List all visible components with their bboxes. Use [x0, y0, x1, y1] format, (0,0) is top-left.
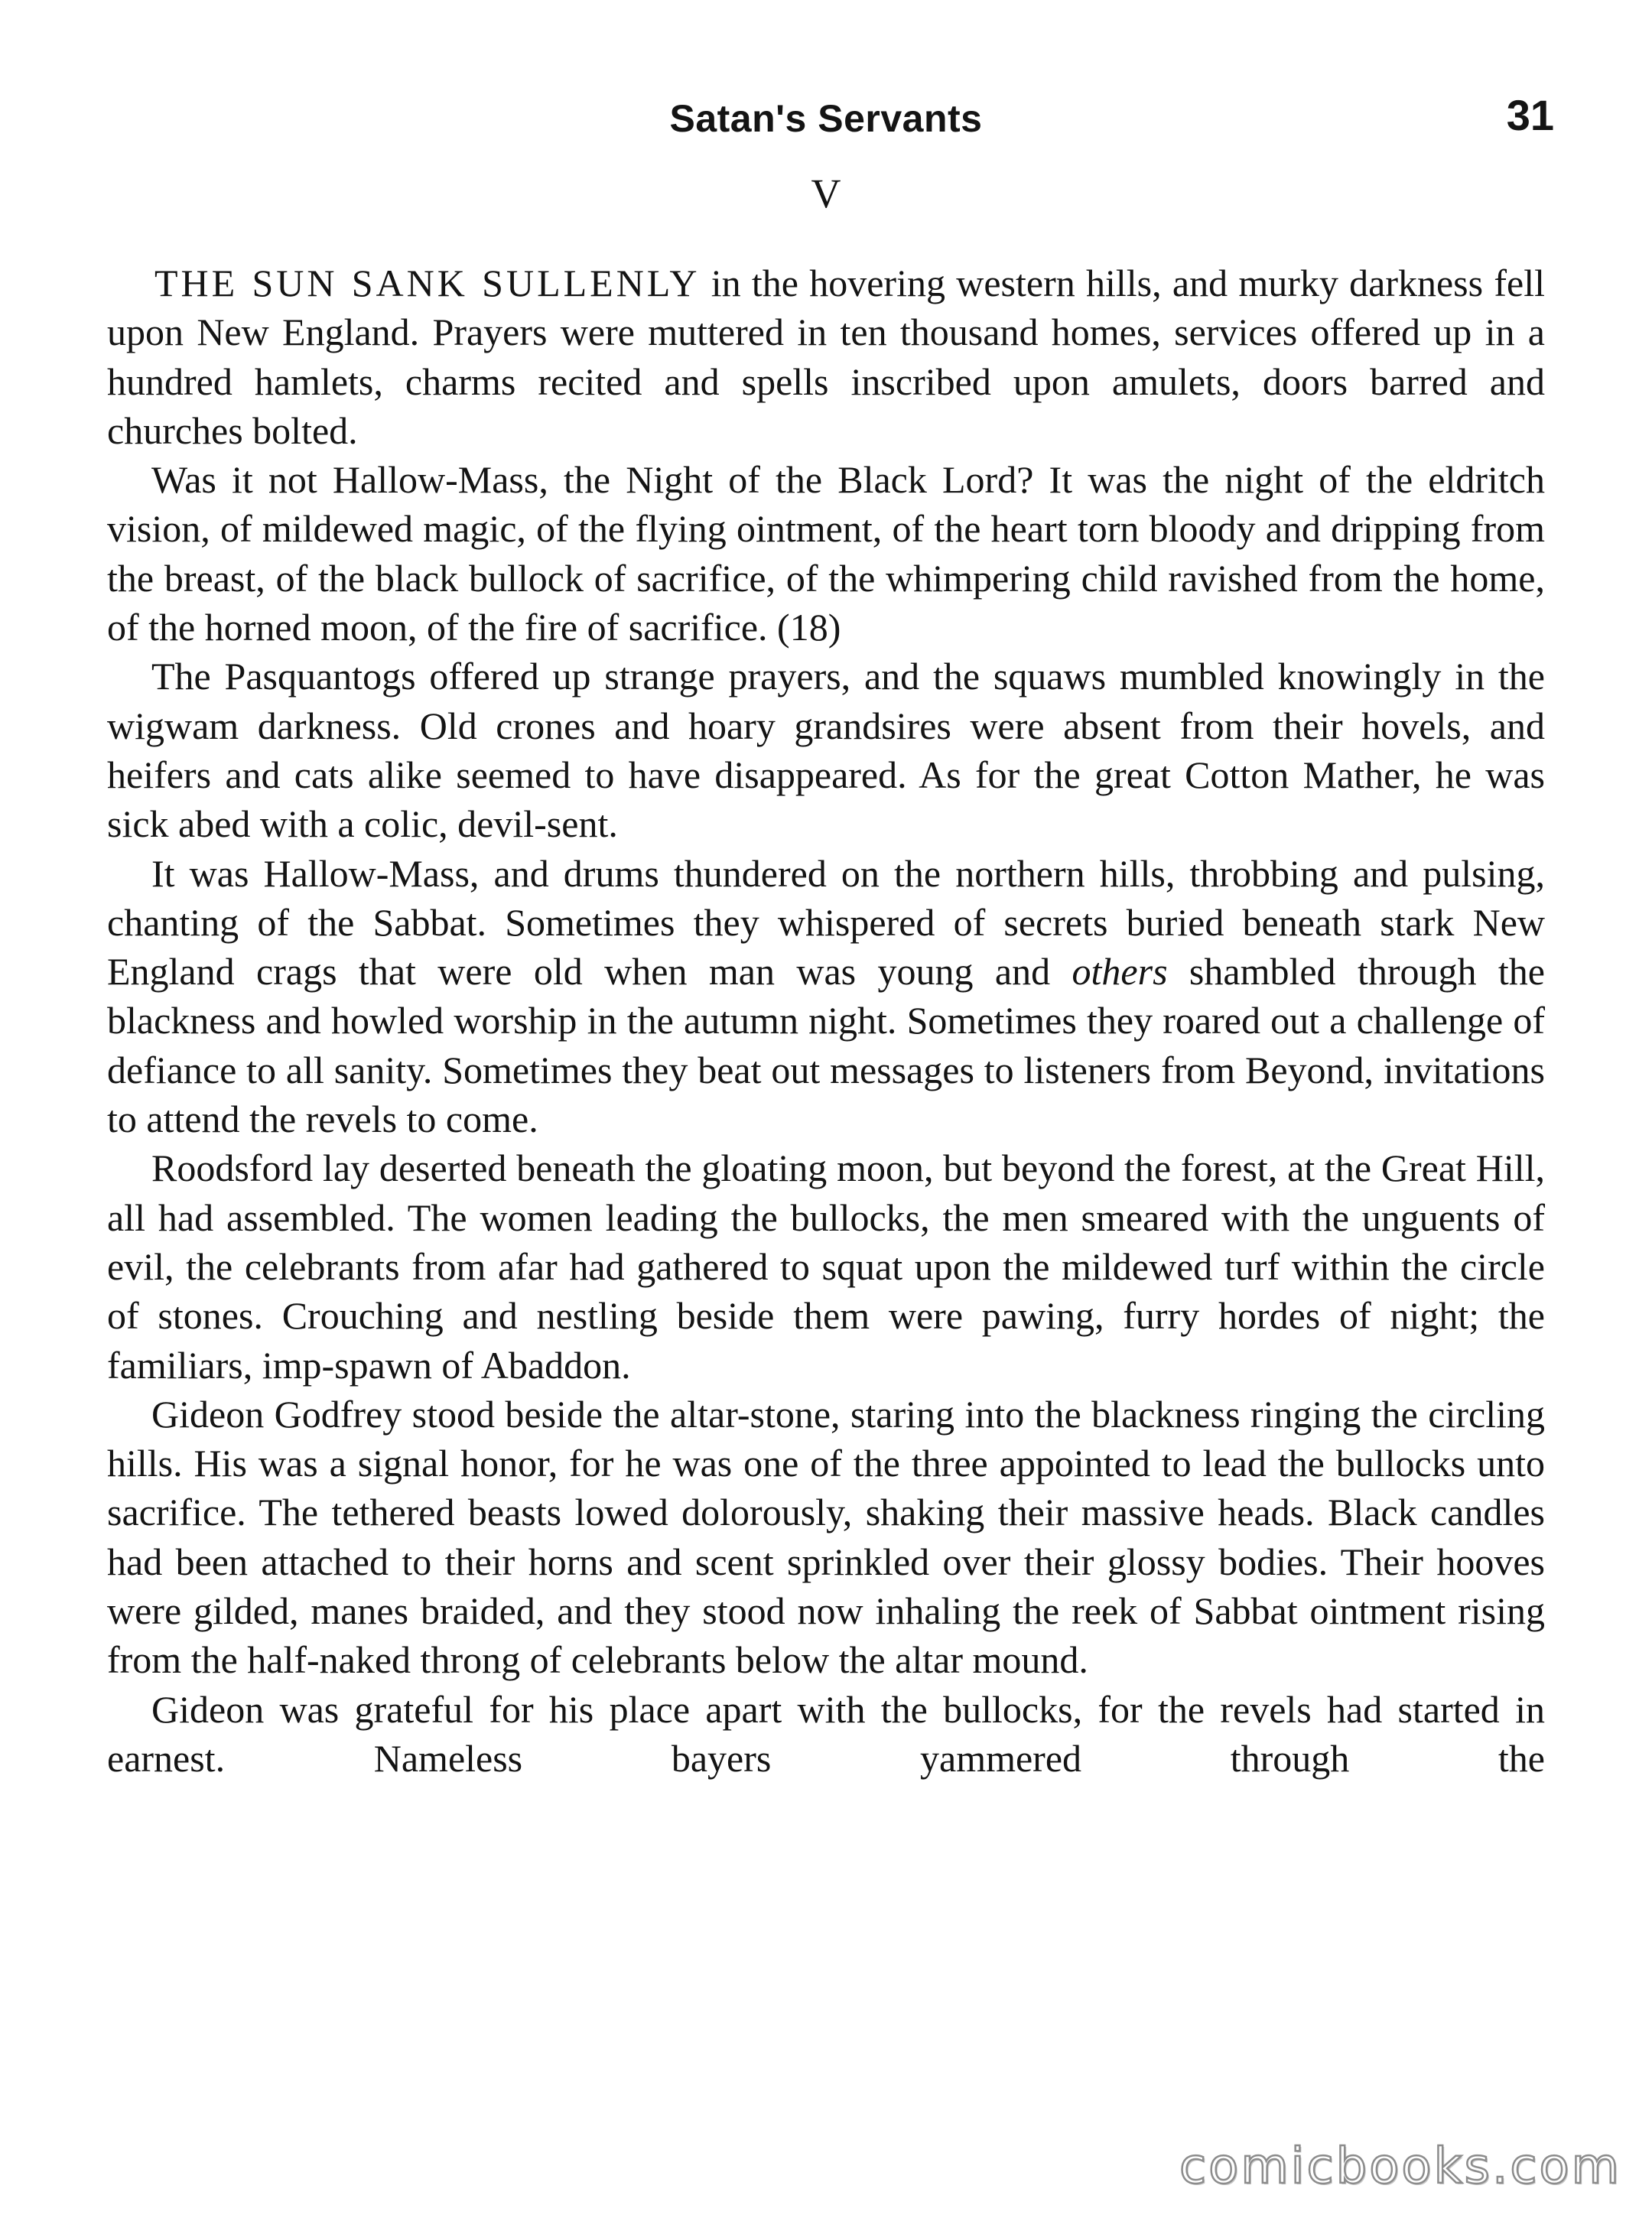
paragraph-4-text-b: shambled through the blackness and howled worship in the autumn night. Sometimes they roared out a challenge of defiance to all sanity. Sometimes they beat out messages to listeners from Beyond, invitations to attend the revels to come. — [107, 950, 1545, 1141]
paragraph-7: Gideon was grateful for his place apart with the bullocks, for the revels had started in earnest. Nameless bayers yammered through the — [107, 1687, 1545, 1780]
emphasized-word: others — [1072, 950, 1168, 994]
paragraph-2: Was it not Hallow-Mass, the Night of the Black Lord? It was the night of the eldritch vision, of mildewed magic, of the flying ointment, of the heart torn bloody and dripping from the breast, of the black bullock of sacrifice, of the whimpering child ravished from the home, of the horned moon, of the fire of sacrifice. (18) — [107, 458, 1545, 649]
chapter-number: V — [811, 171, 841, 216]
running-header — [0, 90, 1652, 151]
watermark-logo: comicbooks.com — [1179, 2138, 1621, 2195]
paragraph-1 — [107, 259, 1545, 455]
paragraph-3: The Pasquantogs offered up strange prayers, and the squaws mumbled knowingly in the wigwam darkness. Old crones and hoary grandsires were absent from their hovels, and heifers and cats alike seemed to have disappeared. As for the great Cotton Mather, he was sick abed with a colic, devil-sent. — [107, 655, 1545, 846]
page-number: 31 — [1506, 91, 1554, 139]
body-text — [107, 259, 1545, 1783]
opening-smallcaps: THE SUN SANK SULLENLY — [154, 262, 701, 304]
paragraph-4-text-a: It was Hallow-Mass, and drums thundered on the northern hills, throbbing and pulsing, chanting of the Sabbat. Sometimes they whispered of secrets buried beneath stark New England crags that were old when man was young and — [107, 851, 1545, 994]
paragraph-4 — [107, 849, 1545, 1144]
paragraph-1-text: in the hovering western hills, and murky darkness fell upon New England. Prayers were muttered in ten thousand homes, services offered up in a hundred hamlets, charms recited and spells inscribed upon amulets, doors barred and churches bolted. — [107, 262, 1545, 452]
paragraph-6: Gideon Godfrey stood beside the altar-stone, staring into the blackness ringing the circling hills. His was a signal honor, for he was one of the three appointed to lead the bullocks unto sacrifice. The tethered beasts lowed dolorously, shaking their massive heads. Black candles had been attached to their horns and scent sprinkled over their glossy bodies. Their hooves were gilded, manes braided, and they stood now inhaling the reek of Sabbat ointment rising from the half-naked throng of celebrants below the altar mound. — [107, 1392, 1545, 1682]
paragraph-5: Roodsford lay deserted beneath the gloating moon, but beyond the forest, at the Great Hill, all had assembled. The women leading the bullocks, the men smeared with the unguents of evil, the celebrants from afar had gathered to squat upon the mildewed turf within the circle of stones. Crouching and nestling beside them were pawing, furry hordes of night; the familiars, imp-spawn of Abaddon. — [107, 1146, 1545, 1387]
running-title: Satan's Servants — [669, 97, 983, 140]
